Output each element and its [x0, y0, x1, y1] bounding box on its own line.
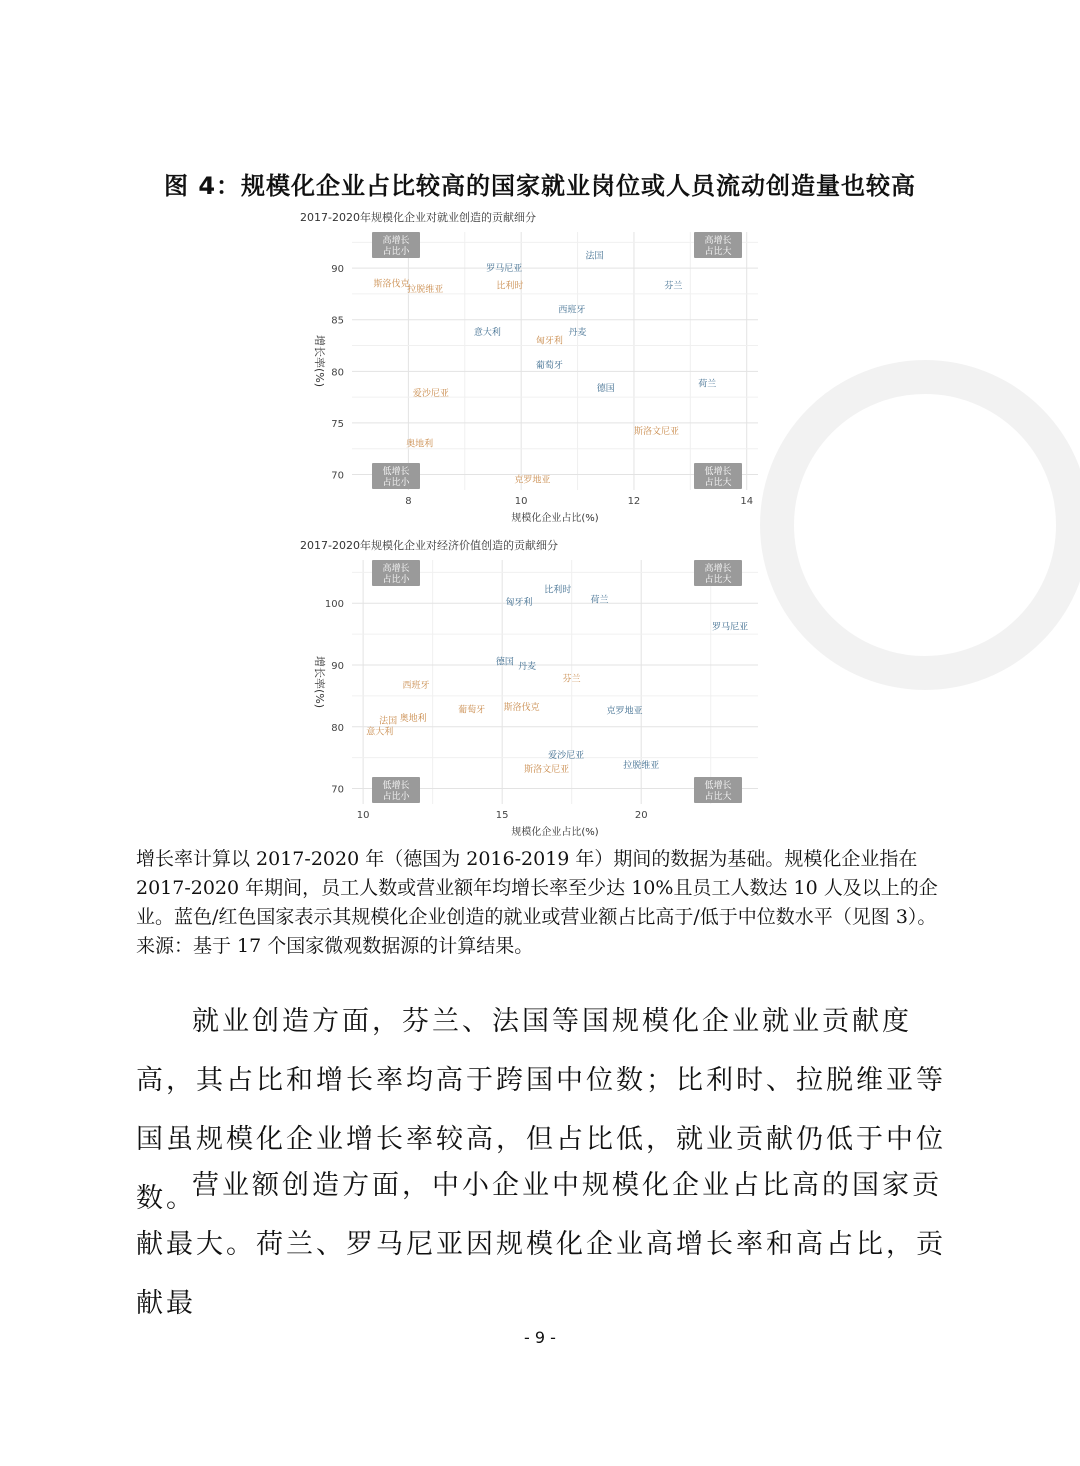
figure-note	[136, 845, 948, 961]
x-axis-label: 规模化企业占比(%)	[511, 827, 599, 838]
badge-text: 占比小	[382, 247, 410, 257]
watermark-logo-icon	[760, 360, 1080, 690]
quadrant-badge-bottom-left	[372, 777, 420, 803]
data-point-label: 罗马尼亚	[486, 264, 523, 275]
y-tick-label: 80	[331, 367, 344, 379]
badge-text: 占比小	[382, 478, 410, 488]
data-point-label: 丹麦	[518, 662, 537, 673]
quadrant-badge-top-left	[372, 560, 420, 586]
quadrant-badge-bottom-left	[372, 463, 420, 489]
data-point-label: 德国	[495, 657, 514, 668]
x-tick-label: 12	[627, 496, 641, 507]
note-text: 增长率计算以 2017-2020 年（德国为 2016-2019 年）期间的数据为基础。规模化企业指在 2017-2020 年期间，员工人数或营业额年均增长率至少达 10%且员工人数达 10 人及以上的企业。蓝色/红色国家表示其规模化企业创造的就业或营业额占比高于/低于中位数水平（见图 3）。	[136, 848, 938, 928]
data-point-label: 奥地利	[406, 439, 434, 450]
data-point-label: 荷兰	[698, 379, 717, 390]
body-paragraph-employment: 就业创造方面，芬兰、法国等国规模化企业就业贡献度高，其占比和增长率均高于跨国中位数；比利时、拉脱维亚等国虽规模化企业增长率较高，但占比低，就业贡献仍低于中位数。	[136, 1006, 946, 1214]
quadrant-badge-top-left	[372, 232, 420, 258]
data-point-label: 芬兰	[562, 674, 581, 685]
chart-title: 2017-2020年规模化企业对经济价值创造的贡献细分	[300, 539, 558, 552]
data-point-label: 罗马尼亚	[712, 622, 749, 633]
data-point-label: 德国	[596, 383, 615, 394]
badge-text: 低增长	[382, 467, 410, 477]
quadrant-badge-top-right	[694, 232, 742, 258]
badge-text: 占比大	[704, 792, 732, 802]
data-point-label: 斯洛伐克	[373, 279, 410, 290]
badge-text: 高增长	[704, 236, 732, 246]
y-axis-label: 增长率(%)	[313, 655, 326, 709]
y-tick-label: 90	[331, 264, 344, 276]
badge-text: 占比小	[382, 792, 410, 802]
x-tick-label: 14	[740, 496, 754, 507]
data-point-label: 奥地利	[399, 714, 427, 725]
value-creation-contribution-chart	[300, 536, 770, 840]
data-point-label: 爱沙尼亚	[412, 388, 449, 399]
badge-text: 占比大	[704, 247, 732, 257]
data-point-label: 克罗地亚	[606, 706, 643, 717]
data-point-label: 比利时	[544, 585, 572, 596]
badge-text: 占比大	[704, 478, 732, 488]
y-tick-label: 75	[331, 418, 344, 430]
data-point-label: 法国	[585, 251, 604, 262]
badge-text: 高增长	[382, 564, 410, 574]
y-tick-label: 80	[331, 722, 344, 734]
data-point-label: 匈牙利	[535, 336, 563, 347]
data-point-label: 荷兰	[590, 595, 609, 606]
chart-svg	[300, 208, 770, 526]
y-tick-label: 85	[331, 315, 344, 327]
data-point-label: 葡萄牙	[535, 361, 563, 372]
page-number: - 9 -	[524, 1328, 556, 1347]
employment-contribution-chart	[300, 208, 770, 526]
data-point-label: 克罗地亚	[514, 475, 551, 486]
data-point-label: 意大利	[473, 328, 501, 339]
badge-text: 占比小	[382, 575, 410, 585]
data-point-label: 拉脱维亚	[407, 284, 444, 295]
y-axis-label: 增长率(%)	[313, 334, 326, 388]
x-tick-label: 15	[495, 810, 509, 821]
data-point-label: 西班牙	[402, 680, 430, 691]
data-point-label: 丹麦	[568, 328, 587, 339]
badge-text: 高增长	[382, 236, 410, 246]
quadrant-badge-top-right	[694, 560, 742, 586]
data-point-label: 斯洛文尼亚	[524, 764, 570, 775]
data-point-label: 拉脱维亚	[623, 761, 660, 772]
data-point-label: 比利时	[496, 281, 524, 292]
badge-text: 低增长	[382, 781, 410, 791]
y-tick-label: 70	[331, 470, 344, 482]
data-point-label: 斯洛文尼亚	[633, 427, 680, 438]
x-tick-label: 8	[405, 496, 412, 507]
badge-text: 低增长	[704, 467, 732, 477]
y-tick-label: 70	[331, 784, 344, 796]
badge-text: 高增长	[704, 564, 732, 574]
data-point-label: 葡萄牙	[458, 705, 486, 716]
badge-text: 占比大	[704, 575, 732, 585]
figure-title: 图 4：规模化企业占比较高的国家就业岗位或人员流动创造量也较高	[163, 172, 917, 200]
data-point-label: 爱沙尼亚	[548, 751, 585, 762]
y-tick-label: 90	[331, 661, 344, 673]
badge-text: 低增长	[704, 781, 732, 791]
x-axis-label: 规模化企业占比(%)	[511, 513, 599, 524]
data-point-label: 意大利	[366, 727, 394, 738]
data-point-label: 芬兰	[664, 281, 683, 292]
chart-title: 2017-2020年规模化企业对就业创造的贡献细分	[300, 211, 536, 224]
chart-svg	[300, 536, 770, 840]
data-point-label: 匈牙利	[505, 598, 533, 609]
note-source: 来源：基于 17 个国家微观数据源的计算结果。	[136, 935, 534, 957]
x-tick-label: 20	[634, 810, 648, 821]
x-tick-label: 10	[356, 810, 370, 821]
data-point-label: 法国	[379, 716, 398, 727]
quadrant-badge-bottom-right	[694, 463, 742, 489]
data-point-label: 斯洛伐克	[503, 703, 540, 714]
data-point-label: 西班牙	[558, 305, 586, 316]
x-tick-label: 10	[514, 496, 528, 507]
body-paragraph-turnover: 营业额创造方面，中小企业中规模化企业占比高的国家贡献最大。荷兰、罗马尼亚因规模化企业高增长率和高占比，贡献最	[136, 1170, 946, 1319]
y-tick-label: 100	[324, 599, 344, 611]
quadrant-badge-bottom-right	[694, 777, 742, 803]
